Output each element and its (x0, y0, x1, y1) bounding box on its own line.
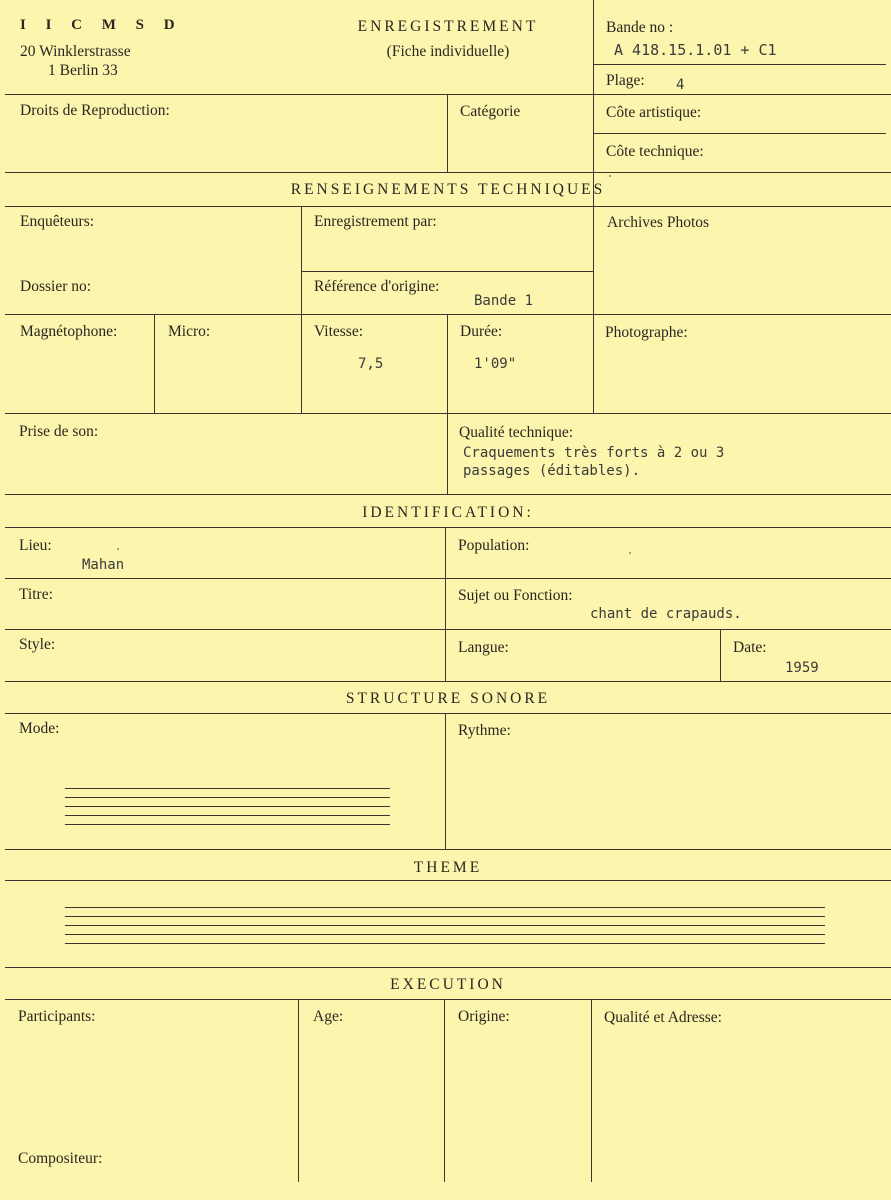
rule (444, 999, 445, 1182)
rule (447, 314, 448, 494)
rule (720, 629, 721, 681)
paper-speck (609, 175, 611, 177)
date-value: 1959 (785, 660, 819, 676)
rule (298, 999, 299, 1182)
enregistrement-par-label: Enregistrement par: (314, 213, 437, 230)
style-label: Style: (19, 636, 56, 653)
enqueteurs-label: Enquêteurs: (20, 213, 95, 230)
rule (5, 172, 891, 173)
rule (5, 629, 891, 630)
participants-label: Participants: (18, 1008, 96, 1025)
duree-label: Durée: (460, 323, 503, 340)
magnetophone-label: Magnétophone: (20, 323, 118, 340)
rule (5, 880, 891, 881)
categorie-label: Catégorie (460, 103, 521, 120)
vitesse-label: Vitesse: (314, 323, 364, 340)
rule (301, 271, 593, 272)
rule (593, 64, 886, 65)
qualite-technique-line-1: Craquements très forts à 2 ou 3 (463, 445, 725, 461)
rule (591, 999, 592, 1182)
address-line-2: 1 Berlin 33 (48, 62, 118, 79)
rule (5, 206, 891, 207)
bande-value: A 418.15.1.01 + C1 (614, 41, 777, 59)
lieu-label: Lieu: (19, 537, 52, 554)
section-theme: THEME (413, 859, 483, 876)
rule (447, 94, 448, 172)
dossier-label: Dossier no: (20, 278, 92, 295)
qualite-technique-label: Qualité technique: (459, 424, 574, 441)
age-label: Age: (313, 1008, 344, 1025)
rule (5, 578, 891, 579)
photographe-label: Photographe: (605, 324, 688, 341)
rule (445, 527, 446, 681)
rule (5, 713, 891, 714)
population-label: Population: (458, 537, 530, 554)
qualite-technique-line-2: passages (éditables). (463, 463, 641, 479)
plage-label: Plage: (606, 72, 645, 89)
form-title: ENREGISTREMENT (357, 18, 539, 35)
section-structure: STRUCTURE SONORE (345, 690, 551, 707)
rule (5, 494, 891, 495)
reference-label: Référence d'origine: (314, 278, 440, 295)
vitesse-value: 7,5 (358, 356, 384, 372)
reference-value: Bande 1 (474, 293, 534, 309)
plage-value: 4 (676, 77, 685, 93)
rule (5, 849, 891, 850)
rule (593, 206, 594, 413)
micro-label: Micro: (168, 323, 211, 340)
institute-logo: I I C M S D (20, 17, 183, 33)
paper-speck (629, 552, 631, 554)
section-identification: IDENTIFICATION: (362, 504, 534, 521)
duree-value: 1'09" (474, 356, 517, 372)
rule (5, 999, 891, 1000)
address-line-1: 20 Winklerstrasse (20, 43, 131, 60)
sujet-label: Sujet ou Fonction: (458, 587, 573, 604)
sujet-value: chant de crapauds. (590, 606, 742, 622)
paper-speck (117, 548, 119, 550)
rule (593, 133, 886, 134)
rule (5, 967, 891, 968)
rythme-label: Rythme: (458, 722, 511, 739)
bande-label: Bande no : (606, 19, 674, 36)
titre-label: Titre: (19, 586, 53, 603)
date-label: Date: (733, 639, 767, 656)
rule (5, 681, 891, 682)
langue-label: Langue: (458, 639, 509, 656)
mode-label: Mode: (19, 720, 60, 737)
form-subtitle: (Fiche individuelle) (386, 43, 510, 60)
droits-label: Droits de Reproduction: (20, 102, 170, 119)
cote-artistique-label: Côte artistique: (606, 104, 702, 121)
cote-technique-label: Côte technique: (606, 143, 704, 160)
rule (445, 713, 446, 849)
rule (301, 206, 302, 413)
archives-photos-label: Archives Photos (607, 214, 710, 231)
section-execution: EXECUTION (390, 976, 506, 993)
prise-de-son-label: Prise de son: (19, 423, 99, 440)
qualite-adresse-label: Qualité et Adresse: (604, 1009, 722, 1026)
rule (154, 314, 155, 413)
section-technique: RENSEIGNEMENTS TECHNIQUES (290, 181, 606, 198)
origine-label: Origine: (458, 1008, 510, 1025)
rule (5, 527, 891, 528)
compositeur-label: Compositeur: (18, 1150, 103, 1167)
lieu-value: Mahan (82, 557, 125, 573)
